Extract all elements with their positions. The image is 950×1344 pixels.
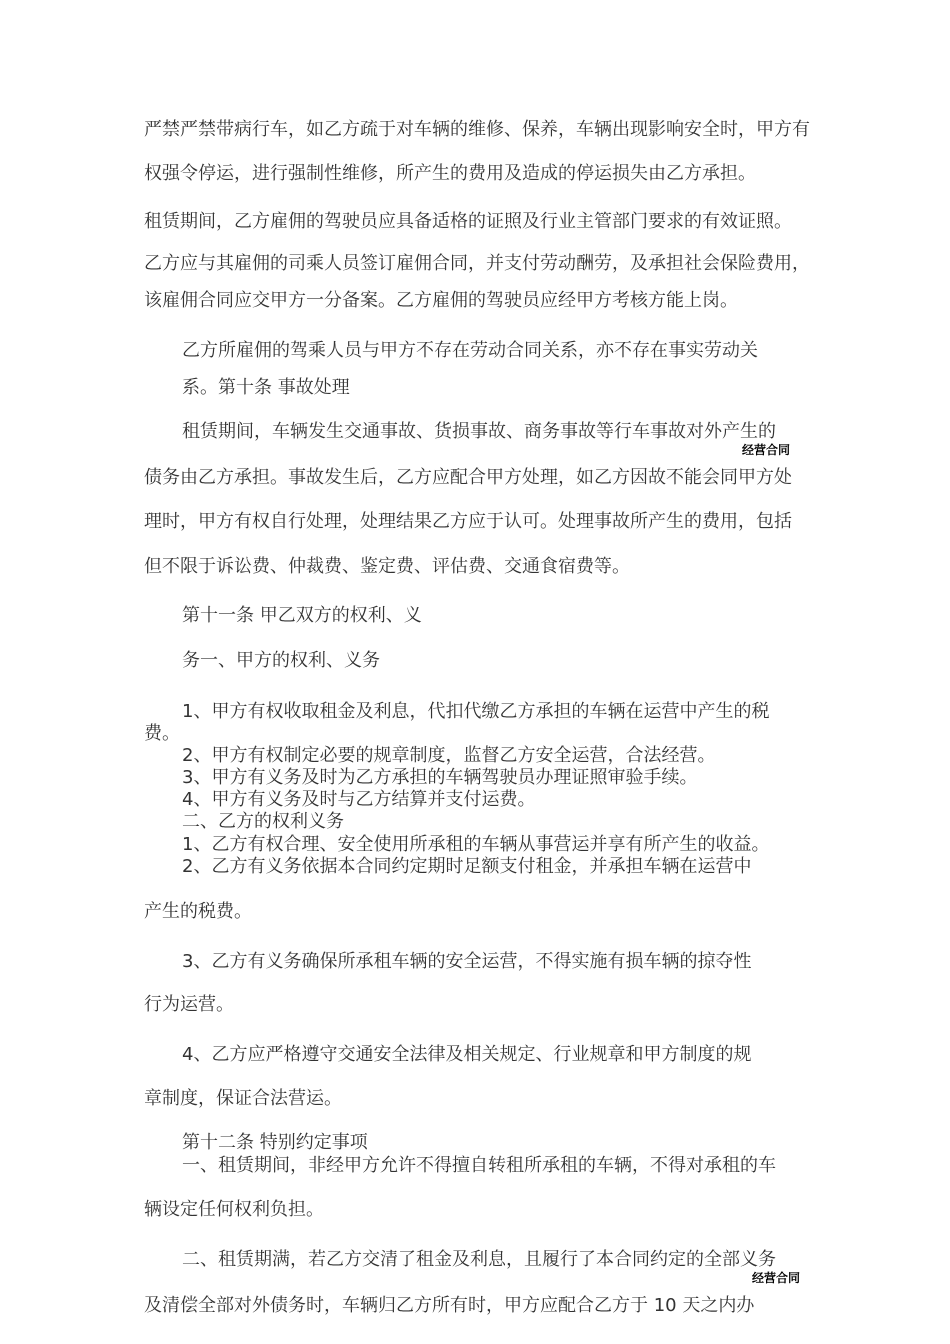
text-line: 租赁期间，乙方雇佣的驾驶员应具备适格的证照及行业主管部门要求的有效证照。 (144, 211, 792, 232)
text-line: 辆设定任何权利负担。 (144, 1199, 324, 1220)
text-line: 及清偿全部对外债务时，车辆归乙方所有时，甲方应配合乙方于 10 天之内办 (144, 1295, 755, 1316)
text-line: 严禁严禁带病行车，如乙方疏于对车辆的维修、保养，车辆出现影响安全时，甲方有 (144, 119, 810, 140)
text-line: 2、甲方有权制定必要的规章制度，监督乙方安全运营，合法经营。 (182, 745, 716, 766)
text-line: 债务由乙方承担。事故发生后，乙方应配合甲方处理，如乙方因故不能会同甲方处 (144, 467, 792, 488)
text-line: 章制度，保证合法营运。 (144, 1088, 342, 1109)
text-line: 3、甲方有义务及时为乙方承担的车辆驾驶员办理证照审验手续。 (182, 767, 698, 788)
text-line: 费。 (144, 723, 180, 744)
watermark-stamp: 经营合同 (752, 1271, 801, 1285)
text-line: 乙方应与其雇佣的司乘人员签订雇佣合同，并支付劳动酬劳，及承担社会保险费用， (144, 253, 810, 274)
text-line: 二、乙方的权利义务 (182, 811, 344, 832)
text-line: 租赁期间，车辆发生交通事故、货损事故、商务事故等行车事故对外产生的 (182, 421, 776, 442)
text-line: 一、租赁期间，非经甲方允许不得擅自转租所承租的车辆，不得对承租的车 (182, 1155, 776, 1176)
text-line: 权强令停运，进行强制性维修，所产生的费用及造成的停运损失由乙方承担。 (144, 163, 756, 184)
text-line: 4、甲方有义务及时与乙方结算并支付运费。 (182, 789, 536, 810)
text-line: 理时，甲方有权自行处理，处理结果乙方应于认可。处理事故所产生的费用，包括 (144, 511, 792, 532)
text-line: 但不限于诉讼费、仲裁费、鉴定费、评估费、交通食宿费等。 (144, 556, 630, 577)
text-line: 1、甲方有权收取租金及利息，代扣代缴乙方承担的车辆在运营中产生的税 (182, 701, 770, 722)
text-line: 乙方所雇佣的驾乘人员与甲方不存在劳动合同关系，亦不存在事实劳动关 (182, 340, 758, 361)
watermark-stamp: 经营合同 (742, 443, 791, 457)
text-line: 4、乙方应严格遵守交通安全法律及相关规定、行业规章和甲方制度的规 (182, 1044, 752, 1065)
section-heading: 系。第十条 事故处理 (182, 377, 350, 398)
text-line: 产生的税费。 (144, 901, 252, 922)
text-line: 务一、甲方的权利、义务 (182, 650, 380, 671)
text-line: 该雇佣合同应交甲方一分备案。乙方雇佣的驾驶员应经甲方考核方能上岗。 (144, 290, 738, 311)
text-line: 1、乙方有权合理、安全使用所承租的车辆从事营运并享有所产生的收益。 (182, 834, 770, 855)
section-heading: 第十二条 特别约定事项 (182, 1132, 368, 1153)
section-heading: 第十一条 甲乙双方的权利、义 (182, 605, 422, 626)
text-line: 二、租赁期满，若乙方交清了租金及利息，且履行了本合同约定的全部义务 (182, 1249, 776, 1270)
text-line: 3、乙方有义务确保所承租车辆的安全运营，不得实施有损车辆的掠夺性 (182, 951, 752, 972)
text-line: 行为运营。 (144, 994, 234, 1015)
text-line: 2、乙方有义务依据本合同约定期时足额支付租金，并承担车辆在运营中 (182, 856, 752, 877)
